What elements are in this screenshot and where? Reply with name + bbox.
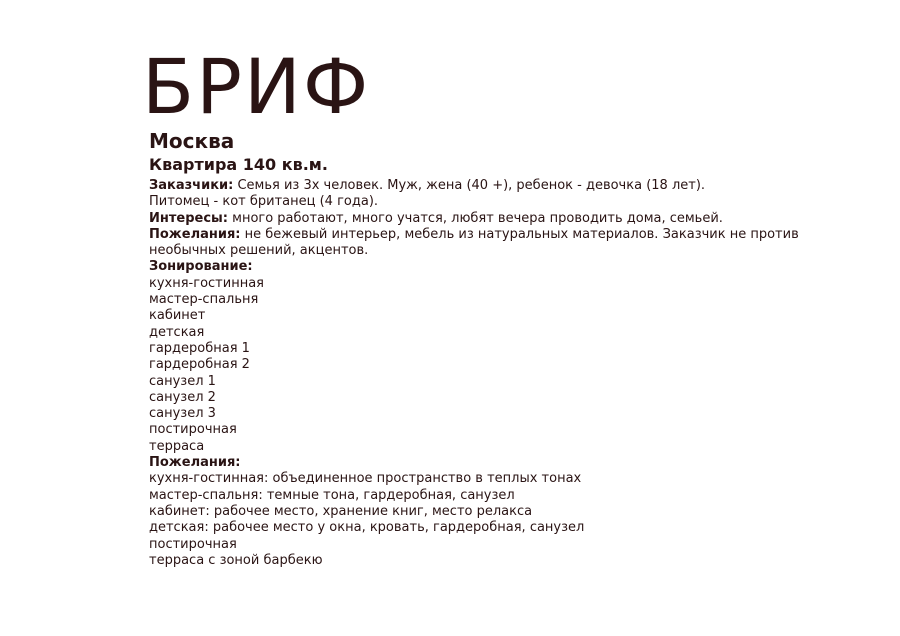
brief-content	[149, 128, 809, 569]
clients-label: Заказчики:	[149, 178, 234, 193]
zoning-heading: Зонирование:	[149, 259, 253, 275]
zoning-item: кухня-гостинная	[149, 275, 264, 291]
zoning-item: постирочная	[149, 422, 237, 438]
wish-item: терраса с зоной барбекю	[149, 552, 323, 568]
zoning-list	[149, 276, 809, 455]
zoning-item: мастер-спальня	[149, 292, 259, 308]
interests-text: много работают, много учатся, любят вечера проводить дома, семьей.	[228, 210, 723, 226]
wishes-heading: Пожелания:	[149, 455, 241, 471]
zoning-item: санузел 2	[149, 389, 216, 405]
zoning-item: детская	[149, 324, 205, 340]
zoning-item: терраса	[149, 438, 205, 454]
wishes-intro-text: не бежевый интерьер, мебель из натуральных материалов. Заказчик не против	[240, 226, 799, 242]
zoning-item: гардеробная 2	[149, 357, 250, 373]
wish-item: мастер-спальня: темные тона, гардеробная, санузел	[149, 487, 515, 503]
page-title: БРИФ	[142, 42, 371, 131]
wish-item: детская: рабочее место у окна, кровать, гардеробная, санузел	[149, 520, 585, 536]
wishes-intro-line-2: необычных решений, акцентов.	[149, 243, 369, 259]
clients-text: Семья из 3х человек. Муж, жена (40 +), ребенок - девочка (18 лет).	[233, 178, 706, 193]
wishes-intro-line	[149, 227, 809, 243]
wish-item: кухня-гостинная: объединенное пространство в теплых тонах	[149, 471, 582, 487]
interests-label: Интересы:	[149, 210, 228, 226]
pet-line: Питомец - кот британец (4 года).	[149, 194, 379, 210]
apartment-heading: Квартира 140 кв.м.	[149, 155, 328, 174]
wishes-list	[149, 471, 809, 569]
zoning-item: кабинет	[149, 308, 206, 324]
wish-item: постирочная	[149, 536, 237, 552]
wish-item: кабинет: рабочее место, хранение книг, место релакса	[149, 503, 533, 519]
zoning-item: гардеробная 1	[149, 340, 250, 356]
interests-line	[149, 211, 809, 227]
wishes-intro-label: Пожелания:	[149, 226, 241, 242]
city-heading: Москва	[149, 129, 235, 153]
clients-line	[149, 178, 809, 194]
zoning-item: санузел 1	[149, 373, 216, 389]
zoning-item: санузел 3	[149, 406, 216, 422]
